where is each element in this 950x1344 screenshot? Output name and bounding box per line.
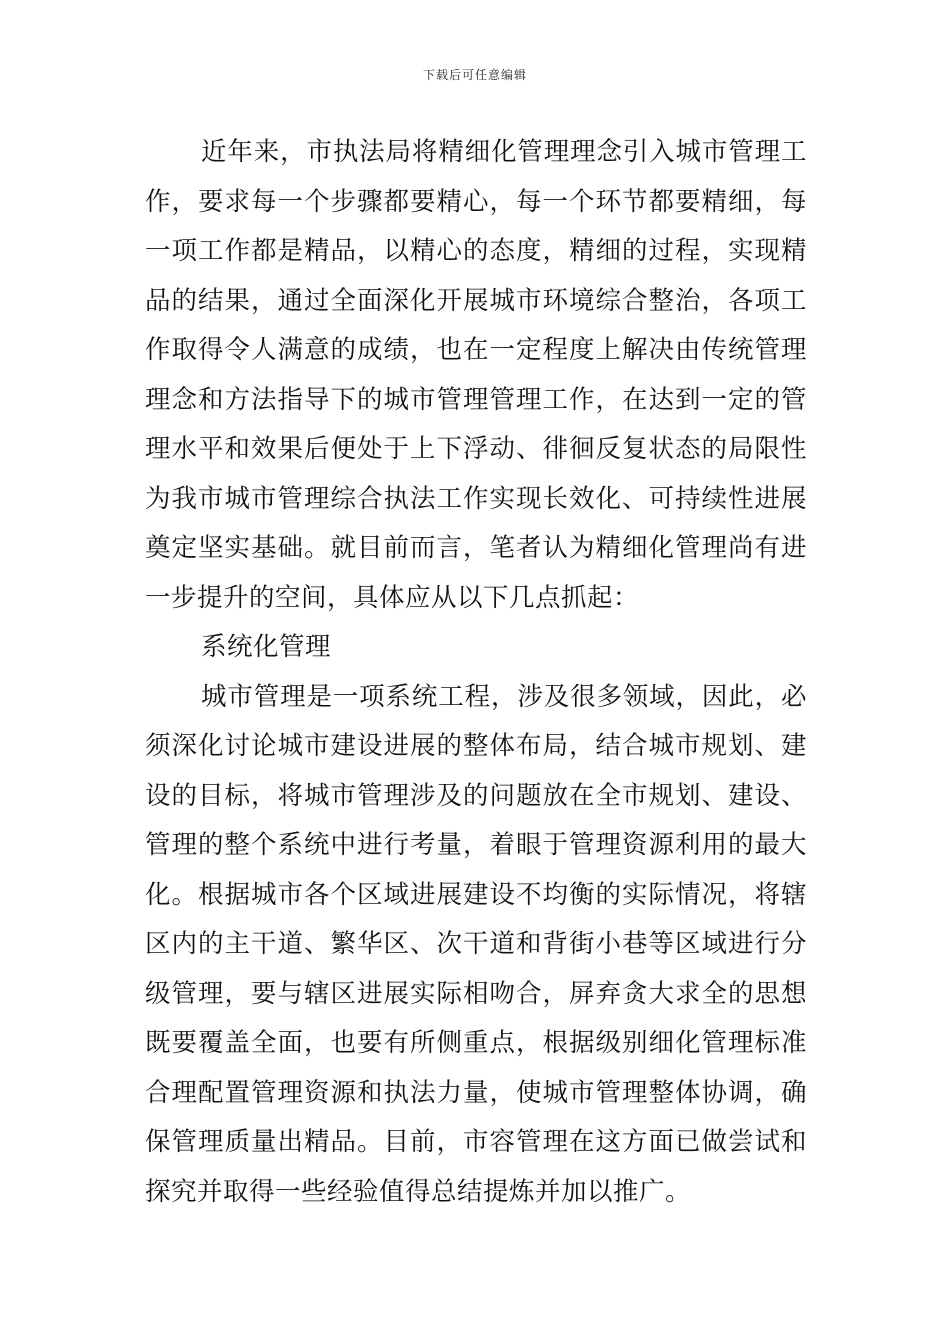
header-note: 下载后可任意编辑: [422, 68, 527, 82]
section-heading: 系统化管理: [201, 632, 332, 662]
paragraph-2-line: 城市管理是一项系统工程，涉及很多领域，因此，必: [201, 681, 807, 712]
paragraph-2-line: 既要覆盖全面，也要有所侧重点，根据级别细化管理标准: [145, 1028, 807, 1058]
paragraph-2-line: 级管理，要与辖区进展实际相吻合，屏弃贪大求全的思想: [145, 978, 807, 1009]
paragraph-2-line: 设的目标，将城市管理涉及的问题放在全市规划、建设、: [145, 780, 807, 811]
paragraph-2-line: 合理配置管理资源和执法力量，使城市管理整体协调，确: [145, 1077, 807, 1108]
paragraph-2-line: 须深化讨论城市建设进展的整体布局，结合城市规划、建: [145, 731, 807, 761]
paragraph-1-line: 为我市城市管理综合执法工作实现长效化、可持续性进展: [145, 483, 807, 514]
paragraph-2-line: 区内的主干道、繁华区、次干道和背街小巷等区域进行分: [145, 929, 807, 959]
paragraph-1-line: 奠定坚实基础。就目前而言，笔者认为精细化管理尚有进: [145, 533, 807, 563]
paragraph-1-line: 理水平和效果后便处于上下浮动、徘徊反复状态的局限性: [145, 434, 807, 464]
paragraph-2-line: 探究并取得一些经验值得总结提炼并加以推广。: [145, 1176, 692, 1207]
paragraph-1-line: 近年来，市执法局将精细化管理理念引入城市管理工: [201, 137, 807, 167]
paragraph-2-line: 化。根据城市各个区域进展建设不均衡的实际情况，将辖: [145, 879, 807, 910]
paragraph-2-line: 保管理质量出精品。目前，市容管理在这方面已做尝试和: [145, 1127, 807, 1157]
paragraph-1-line: 品的结果，通过全面深化开展城市环境综合整治，各项工: [145, 285, 807, 316]
paragraph-1-line: 作取得令人满意的成绩，也在一定程度上解决由传统管理: [145, 335, 807, 365]
paragraph-1-line: 作，要求每一个步骤都要精心，每一个环节都要精细，每: [145, 186, 807, 217]
paragraph-2-line: 管理的整个系统中进行考量，着眼于管理资源利用的最大: [145, 830, 807, 860]
paragraph-1-line: 一项工作都是精品，以精心的态度，精细的过程，实现精: [145, 236, 807, 266]
paragraph-1-line: 一步提升的空间，具体应从以下几点抓起：: [145, 582, 640, 613]
document-body: [145, 128, 807, 1217]
paragraph-1-line: 理念和方法指导下的城市管理管理工作，在达到一定的管: [145, 384, 807, 415]
